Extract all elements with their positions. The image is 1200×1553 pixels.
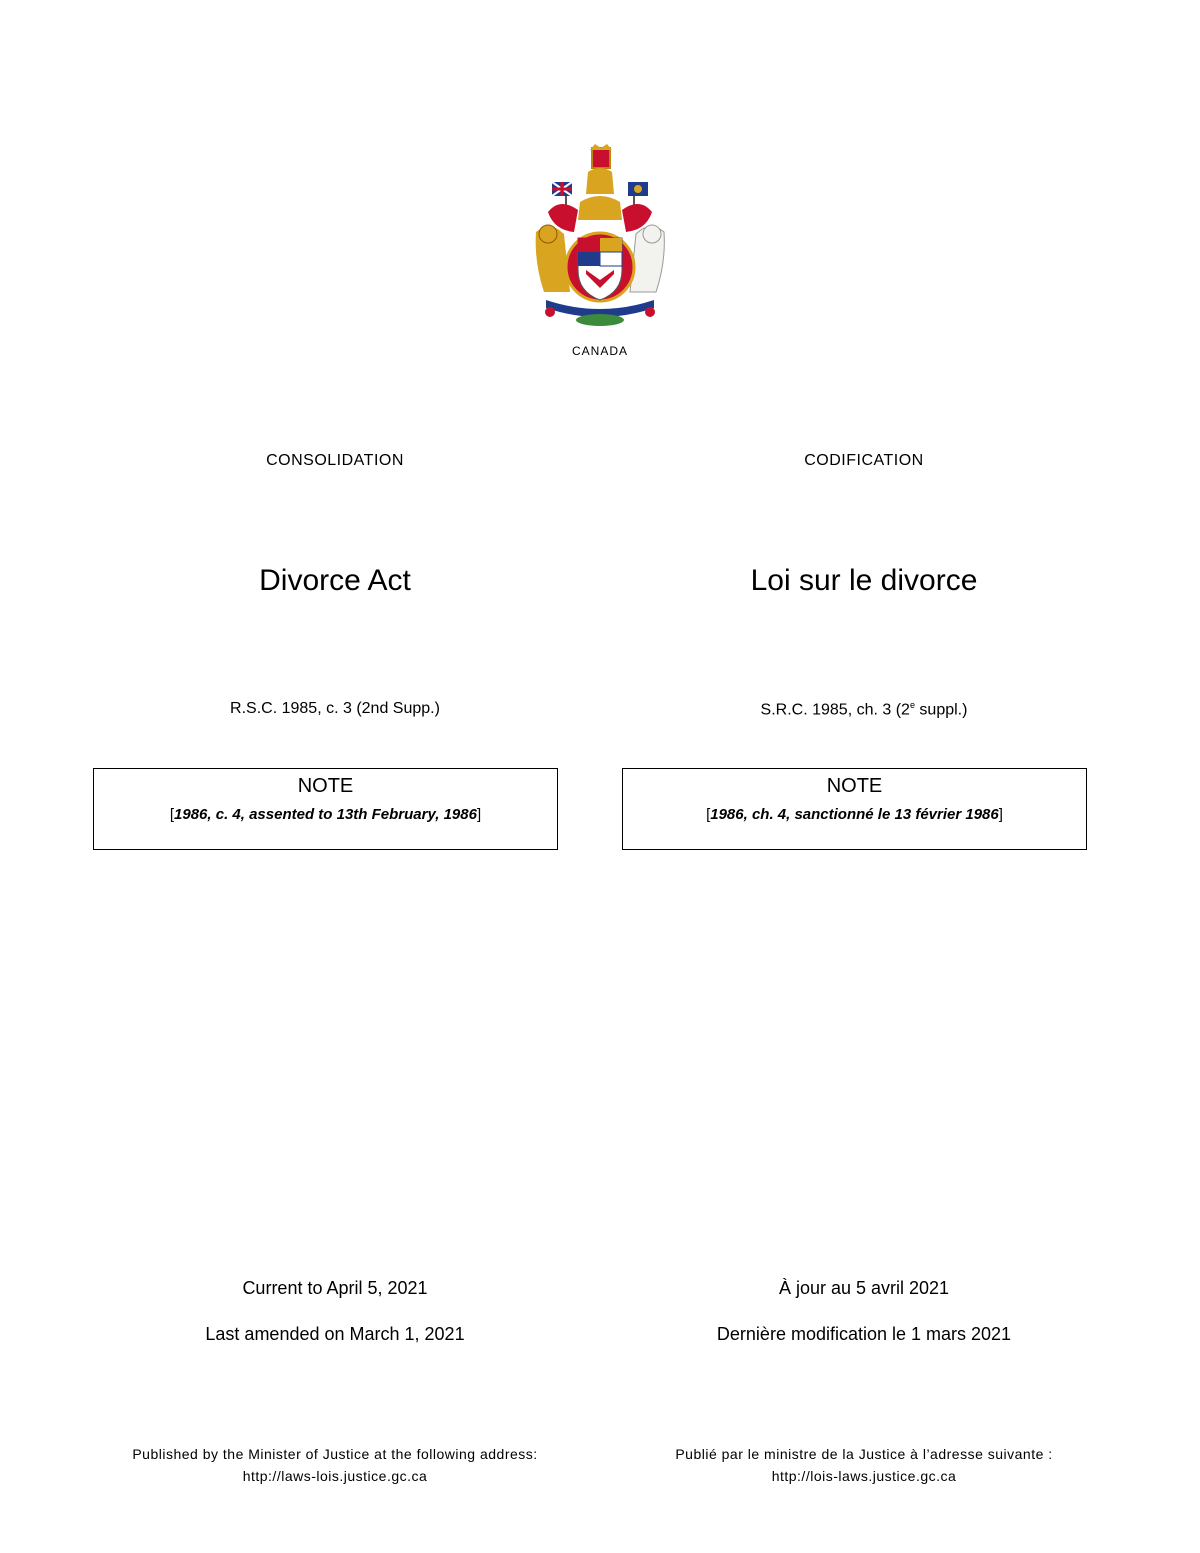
publisher-info xyxy=(100,1443,570,1487)
note-heading: NOTE xyxy=(297,775,354,797)
note-body: 1986, ch. 4, sanctionné le 13 février 1986 xyxy=(710,806,999,823)
note-box-english xyxy=(93,768,558,850)
codification-label: CODIFICATION xyxy=(804,452,924,469)
note-bracket-open: [ xyxy=(706,806,711,823)
note-bracket-open: [ xyxy=(169,806,175,823)
derniere-modification-date: Dernière modification le 1 mars 2021 xyxy=(716,1324,1012,1344)
current-to-date: Current to April 5, 2021 xyxy=(242,1278,428,1298)
note-text xyxy=(94,806,557,823)
coat-of-arms-icon xyxy=(530,142,670,327)
note-bracket-close: ] xyxy=(998,806,1003,823)
last-amended-date: Last amended on March 1, 2021 xyxy=(205,1324,465,1344)
citation-post: suppl.) xyxy=(914,701,968,719)
loi-title: Loi sur le divorce xyxy=(750,564,978,597)
publisher-url: http://laws-lois.justice.gc.ca xyxy=(242,1468,428,1484)
loi-citation xyxy=(629,700,1099,719)
publisher-statement-fr: Publié par le ministre de la Justice à l’adresse suivante : xyxy=(675,1446,1053,1462)
citation-pre: S.R.C. 1985, ch. 3 (2 xyxy=(760,701,910,719)
note-box-french xyxy=(622,768,1087,850)
note-body: 1986, c. 4, assented to 13th February, 1986 xyxy=(174,806,477,823)
note-bracket-close: ] xyxy=(476,806,482,823)
a-jour-date: À jour au 5 avril 2021 xyxy=(778,1278,950,1298)
publisher-url-fr: http://lois-laws.justice.gc.ca xyxy=(771,1468,957,1484)
country-caption: CANADA xyxy=(571,344,628,358)
publisher-info-fr xyxy=(629,1443,1099,1487)
act-title: Divorce Act xyxy=(259,564,411,597)
note-text xyxy=(623,806,1086,823)
publisher-statement: Published by the Minister of Justice at the following address: xyxy=(132,1446,538,1462)
act-citation: R.S.C. 1985, c. 3 (2nd Supp.) xyxy=(230,700,440,717)
consolidation-label: CONSOLIDATION xyxy=(266,452,404,469)
note-heading: NOTE xyxy=(826,775,883,797)
citation-superscript: e xyxy=(909,700,915,710)
